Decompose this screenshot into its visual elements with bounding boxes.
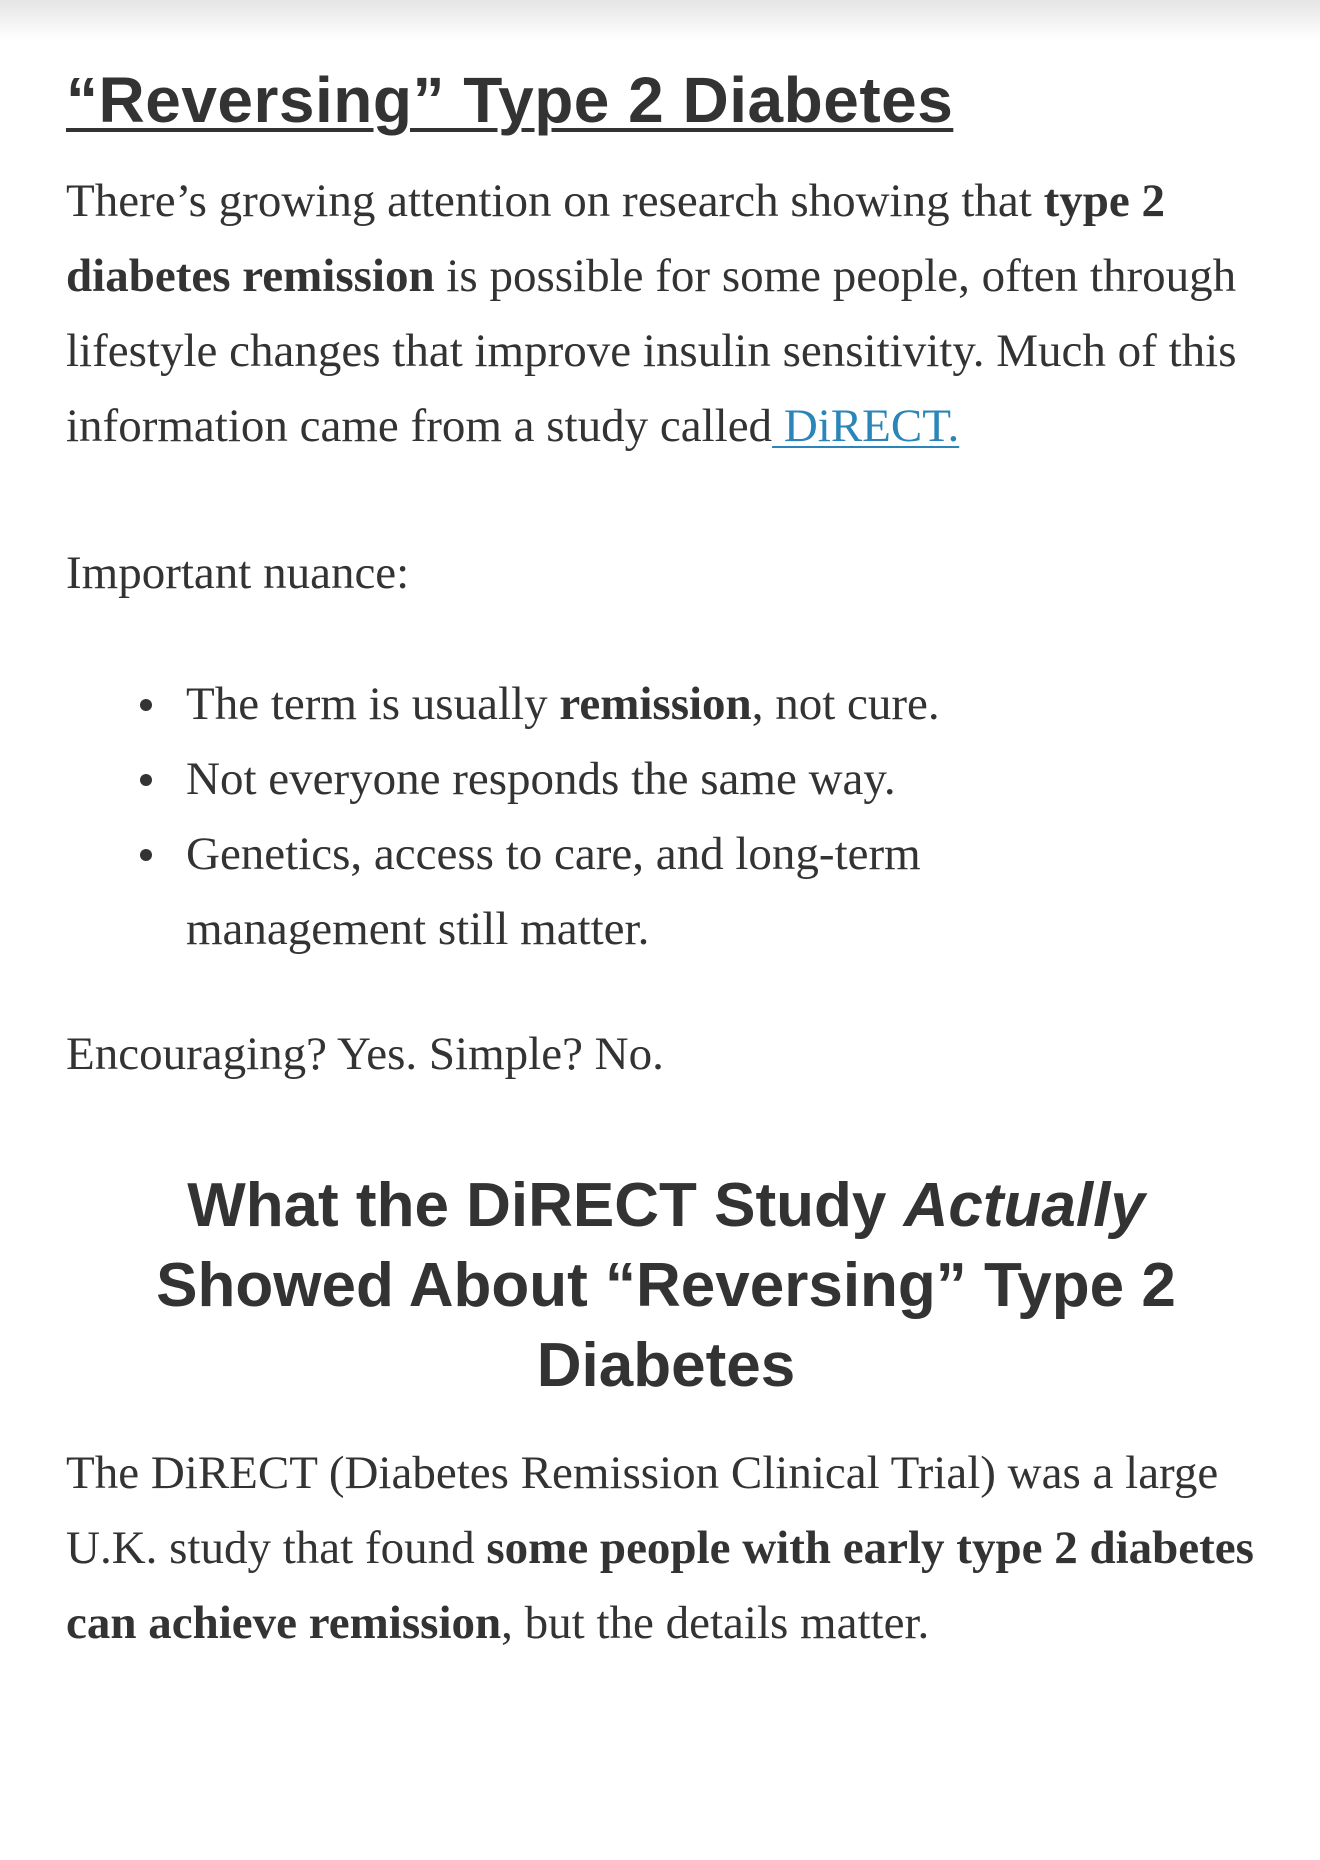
section-heading-text: “Reversing” Type 2 Diabetes [66, 64, 954, 136]
intro-bold-remission: type 2 diabetes remission [66, 175, 1165, 302]
direct-bold-finding: some people with early type 2 diabetes can achieve remission [66, 1522, 1254, 1649]
direct-link[interactable]: DiRECT. [772, 400, 960, 452]
closing-paragraph: Encouraging? Yes. Simple? No. [66, 1028, 664, 1080]
section-heading-reversing [66, 58, 1266, 142]
article-body [66, 58, 1266, 1661]
heading-italic-actually: Actually [903, 1171, 1145, 1240]
list-item-bold: remission [559, 678, 752, 730]
direct-text-end: , but the details matter. [501, 1597, 930, 1649]
bullet-icon [140, 849, 152, 861]
top-shadow [0, 0, 1320, 40]
direct-paragraph [66, 1436, 1266, 1661]
list-item-text-after: , not cure. [751, 678, 940, 730]
list-item-text: Genetics, access to care, and long-term management still matter. [186, 828, 921, 955]
nuance-label: Important nuance: [66, 547, 410, 599]
list-item-text-before: The term is usually [186, 678, 560, 730]
direct-text-start: The DiRECT (Diabetes Remission Clinical Trial) was a large U.K. study that found [66, 1447, 1219, 1574]
heading-text-end: Showed About “Reversing” Type 2 Diabetes [156, 1251, 1176, 1400]
nuance-list [66, 667, 1266, 967]
bullet-icon [140, 699, 152, 711]
list-item [186, 817, 1086, 967]
list-item [186, 742, 1086, 817]
bullet-icon [140, 774, 152, 786]
list-item-text: Not everyone responds the same way. [186, 753, 896, 805]
intro-text-start: There’s growing attention on research showing that [66, 175, 1044, 227]
intro-text-middle: is possible for some people, often through lifestyle changes that improve insulin sensitivity. Much of this information came from a study called [66, 250, 1237, 452]
section-heading-direct-study [66, 1166, 1266, 1406]
list-item [186, 667, 1086, 742]
intro-paragraph [66, 164, 1266, 464]
heading-text-start: What the DiRECT Study [187, 1171, 904, 1240]
